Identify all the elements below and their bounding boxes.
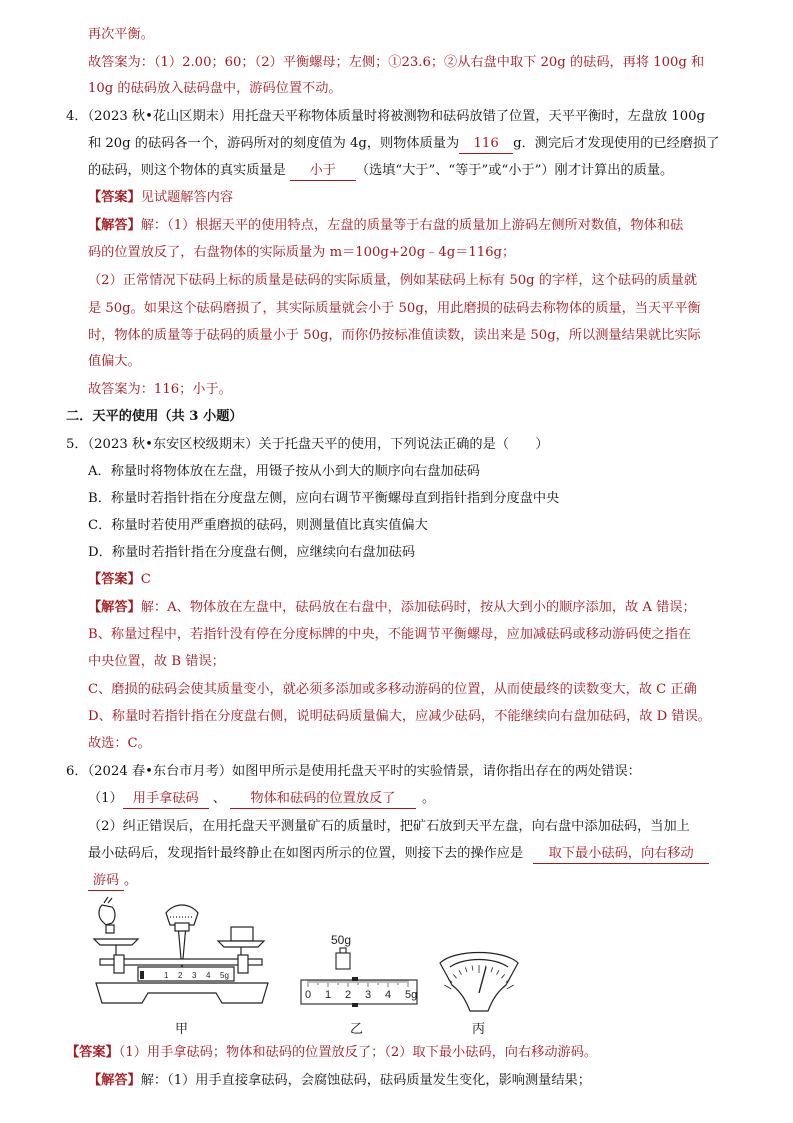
- figure-label-jia: 甲: [175, 1022, 189, 1037]
- rider-figure-yi: [298, 930, 420, 1010]
- ruler-tick-label: 1: [325, 989, 332, 1001]
- ruler-tick-label: 3: [365, 989, 372, 1001]
- answer-line: [88, 188, 233, 208]
- answer-tag: 【答案】: [66, 1045, 119, 1060]
- text: （1）: [88, 791, 123, 806]
- solution-line: B、称量过程中，若指针没有停在分度标牌的中央，不能调节平衡螺母，应加减砝码或移动游码使之指在: [88, 627, 692, 642]
- rider-marker: [352, 1003, 358, 1007]
- final-answer: 故选：C。: [88, 736, 151, 751]
- answer-blank: 小于: [290, 162, 356, 181]
- text-line: 故答案为：（1）2.00；60；（2）平衡螺母；左侧；①23.6；②从右盘中取下 20g 的砝码，再将 100g 和: [88, 55, 705, 70]
- question-6-part2: （2）纠正错误后，在用托盘天平测量矿石的质量时，把矿石放到天平左盘，向右盘中添加砝码，当加上: [88, 819, 690, 834]
- text: 的砝码，则这个物体的真实质量是: [88, 163, 286, 178]
- dial-tick: [444, 985, 451, 989]
- text: g．测完后才发现使用的已经磨损了: [513, 136, 720, 151]
- ruler: [301, 980, 417, 1004]
- text: 最小砝码后，发现指针最终静止在如图丙所示的位置，则接下去的操作应是: [88, 846, 524, 861]
- text-line: 10g 的砝码放入砝码盘中，游码位置不动。: [88, 81, 342, 96]
- ruler-tick-label: 2: [345, 989, 352, 1001]
- scale-tick-label: 1: [164, 971, 169, 980]
- section-heading: 二．天平的使用（共 3 小题）: [66, 409, 243, 424]
- answer-tag: 【答案】: [88, 190, 141, 205]
- dial-tick: [507, 985, 514, 989]
- answer-text: （1）用手拿砝码；物体和砝码的位置放反了；（2）取下最小砝码，向右移动游码。: [118, 1045, 598, 1060]
- solution-text: 解：（1）根据天平的使用特点，左盘的质量等于右盘的质量加上游码左侧所对数值，物体和砝: [140, 218, 684, 233]
- solution-line: C、磨损的砝码会使其质量变小，就必须多添加或多移动游码的位置，从而使最终的读数变大，故 C 正确: [88, 682, 697, 697]
- scale-tick-label: 3: [192, 971, 197, 980]
- rider-marker: [352, 977, 358, 981]
- ruler-tick-label: 0: [305, 989, 312, 1001]
- option-a: A．称量时将物体放在左盘，用镊子按从小到大的顺序向右盘加砝码: [88, 464, 480, 479]
- figure-label-bing: 丙: [472, 1022, 486, 1037]
- answer-blank: 116: [459, 135, 513, 154]
- option-d: D．称量时若指针指在分度盘右侧，应继续向右盘加砝码: [88, 545, 416, 560]
- question-4-stem-line: [88, 134, 719, 154]
- solution-line: [88, 598, 696, 618]
- scale-tick-label: 5g: [220, 971, 229, 980]
- solution-line: 时，物体的质量等于砝码的质量小于 50g，而你仍按标准值读数，读出来是 50g，所以测量结果就比实际: [88, 328, 701, 343]
- weight-label: 50g: [331, 933, 352, 947]
- answer-blank: 用手拿砝码: [123, 790, 209, 809]
- dial-figure-bing: [434, 945, 524, 1015]
- weight-50g: [336, 953, 350, 969]
- solution-line: [88, 216, 683, 236]
- solution-tag: 【解答】: [88, 600, 141, 615]
- question-5-stem: 5．（2023 秋•东安区校级期末）关于托盘天平的使用，下列说法正确的是（ ）: [66, 437, 549, 452]
- text: 。: [421, 791, 436, 806]
- ruler-tick-label: 5g: [405, 989, 418, 1001]
- answer-blank: 物体和砝码的位置放反了: [230, 790, 416, 809]
- final-answer: 故答案为：116；小于。: [88, 382, 232, 397]
- text: 。: [124, 873, 138, 888]
- solution-line: （2）正常情况下砝码上标的质量是砝码的实际质量，例如某砝码上标有 50g 的字样，这个砝码的质量就: [88, 273, 698, 288]
- answer-blank: 取下最小砝码，向右移动: [533, 845, 709, 864]
- solution-line: 码的位置放反了，右盘物体的实际质量为 m＝100g+20g﹣4g＝116g；: [88, 245, 516, 260]
- rider-marker: [140, 971, 144, 979]
- solution-line: [88, 1071, 591, 1091]
- solution-tag: 【解答】: [88, 218, 141, 233]
- balance-figure-jia: [86, 895, 276, 1020]
- answer-text: C: [140, 572, 151, 587]
- scale-tick-label: 2: [178, 971, 183, 980]
- option-b: B．称量时若指针指在分度盘左侧，应向右调节平衡螺母直到指针指到分度盘中央: [88, 491, 560, 506]
- figure-label-yi: 乙: [350, 1022, 364, 1037]
- solution-text: 解：A、物体放在左盘中，砝码放在右盘中，添加砝码时，按从大到小的顺序添加，故 A 错误；: [140, 600, 696, 615]
- solution-tag: 【解答】: [88, 1073, 141, 1088]
- text: （选填“大于”、“等于”或“小于”）刚才计算出的质量。: [355, 163, 674, 178]
- question-6-part2-line: [88, 871, 137, 891]
- answer-text: 见试题解答内容: [140, 190, 234, 205]
- solution-line: 是 50g。如果这个砝码磨损了，其实际质量就会小于 50g，用此磨损的砝码去称物体的质量，当天平平衡: [88, 301, 701, 316]
- question-4-stem-line: [88, 161, 673, 181]
- question-6-stem: 6．（2024 春•东台市月考）如图甲所示是使用托盘天平时的实验情景，请你指出存在的两处错误：: [66, 764, 641, 779]
- scale-tick-label: 4: [206, 971, 211, 980]
- question-6-part1: [88, 789, 435, 809]
- option-c: C．称量时若使用严重磨损的砝码，则测量值比真实值偏大: [88, 518, 428, 533]
- solution-line: 中央位置，故 B 错误；: [88, 654, 225, 669]
- ruler-tick-label: 4: [385, 989, 392, 1001]
- solution-text: 解：（1）用手直接拿砝码，会腐蚀砝码，砝码质量发生变化，影响测量结果；: [140, 1073, 591, 1088]
- answer-line: [66, 1043, 597, 1063]
- question-4-stem: 4．（2023 秋•花山区期末）用托盘天平称物体质量时将被测物和砝码放错了位置，天平平衡时，左盘放 100g: [66, 109, 705, 124]
- text: 和 20g 的砝码各一个，游码所对的刻度值为 4g，则物体质量为: [88, 136, 460, 151]
- question-6-part2-line: [88, 844, 709, 864]
- answer-line: [88, 570, 151, 590]
- answer-tag: 【答案】: [88, 572, 141, 587]
- text-line: 再次平衡。: [88, 27, 154, 42]
- answer-blank: 游码: [88, 872, 124, 891]
- solution-line: 值偏大。: [88, 354, 141, 369]
- text: 、: [212, 791, 226, 806]
- solution-line: D、称量时若指针指在分度盘右侧，说明砝码质量偏大，应减少砝码，不能继续向右盘加砝码，故 D 错误。: [88, 709, 711, 724]
